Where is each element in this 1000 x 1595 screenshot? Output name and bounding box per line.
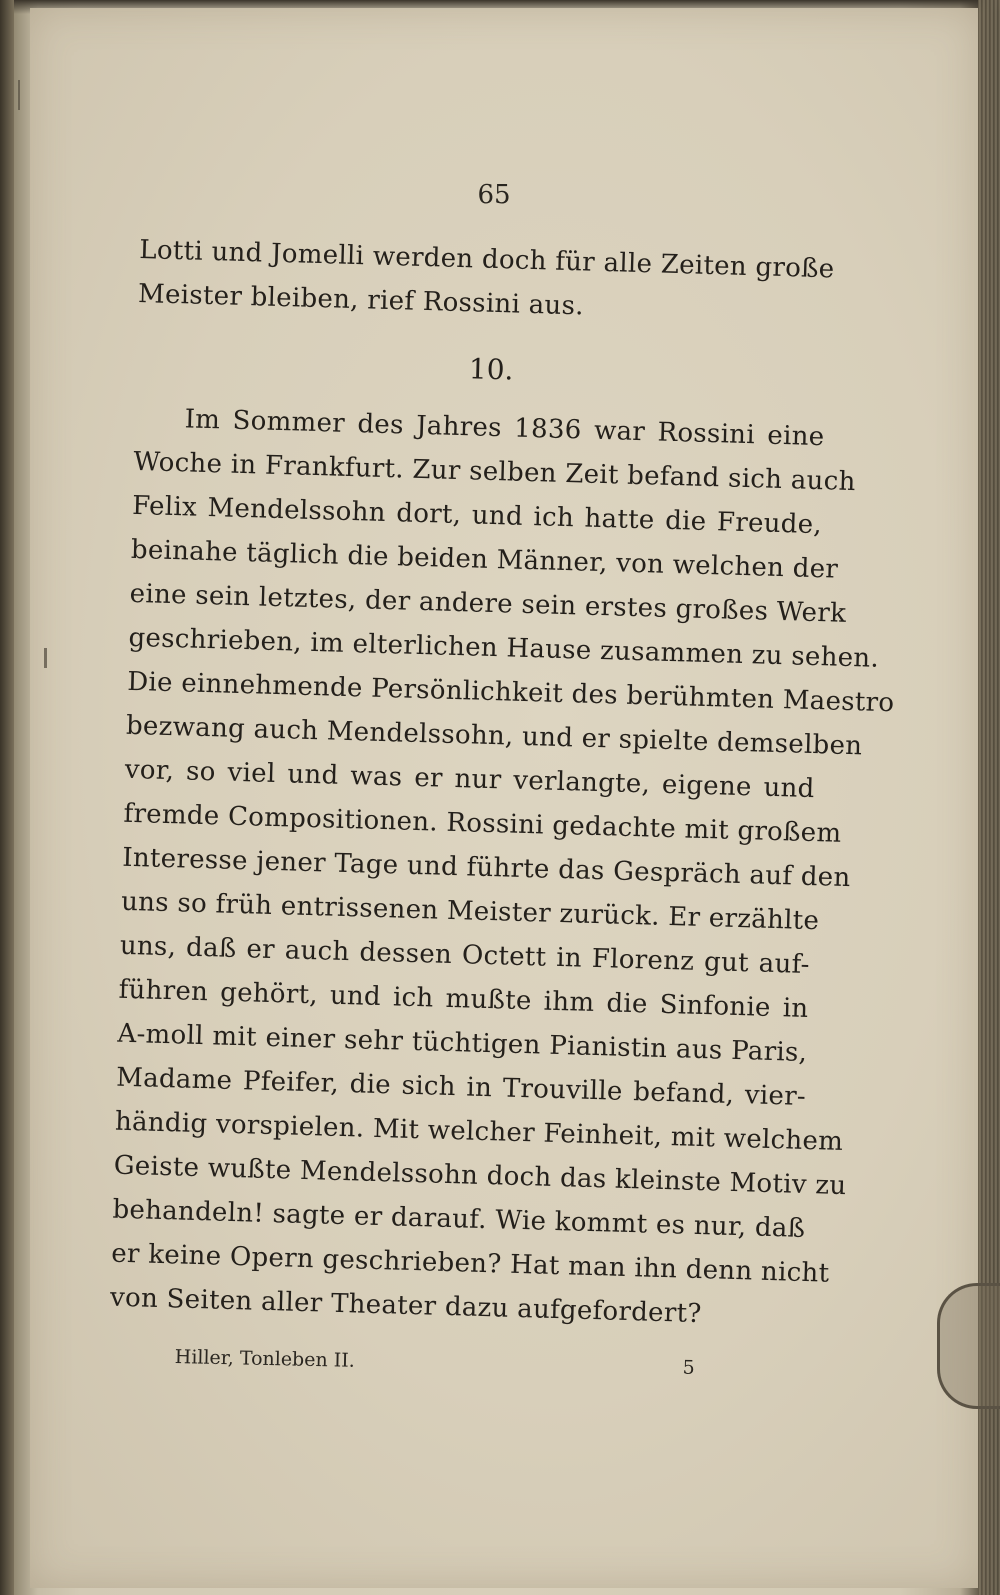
text-line: er keine Opern geschrieben? Hat man ihn denn nicht <box>110 1238 830 1289</box>
text-line: eine sein letztes, der andere sein erstes großes Werk <box>129 578 847 629</box>
text-line: Im Sommer des Jahres 1836 war Rossini eine <box>184 404 825 453</box>
margin-mark <box>18 80 20 110</box>
text-line: behandeln! sagte er darauf. Wie kommt es nur, daß <box>112 1194 806 1244</box>
text-line: uns, daß er auch dessen Octett in Florenz gut auf- <box>119 930 811 980</box>
text-line: Meister bleiben, rief Rossini aus. <box>137 278 585 322</box>
text-line: geschrieben, im elterlichen Hause zusammen zu sehen. <box>128 622 880 674</box>
text-line: führen gehört, und ich mußte ihm die Sinfonie in <box>118 974 809 1024</box>
page-text <box>109 228 895 1339</box>
text-line: vor, so viel und was er nur verlangte, eigene und <box>124 754 816 805</box>
text-line: Madame Pfeifer, die sich in Trouville befand, vier- <box>115 1062 807 1112</box>
section-heading: 10. <box>468 352 514 387</box>
text-line: händig vorspielen. Mit welcher Feinheit, mit welchem <box>114 1106 844 1157</box>
text-line: Interesse jener Tage und führte das Gespräch auf den <box>121 842 851 894</box>
text-line: Die einnehmende Persönlichkeit des berühmten Maestro <box>126 666 895 719</box>
text-line: von Seiten aller Theater dazu aufgefordert? <box>109 1282 702 1330</box>
text-line: bezwang auch Mendelssohn, und er spielte demselben <box>125 710 863 762</box>
text-line: Felix Mendelssohn dort, und ich hatte die Freude, <box>131 490 823 541</box>
book-spine-edge <box>0 0 14 1595</box>
page-number: 65 <box>477 180 511 210</box>
page-footer <box>175 1346 695 1379</box>
text-line: Woche in Frankfurt. Zur selben Zeit befand sich auch <box>133 446 857 498</box>
page-clip <box>937 1283 1000 1409</box>
footer-signature: Hiller, Tonleben II. <box>174 1346 356 1372</box>
footer-sheet-number: 5 <box>682 1356 695 1379</box>
text-line: uns so früh entrissenen Meister zurück. Er erzählte <box>120 886 820 937</box>
margin-mark <box>44 648 47 668</box>
text-line: Geiste wußte Mendelssohn doch das kleinste Motiv zu <box>113 1150 847 1202</box>
text-line: beinahe täglich die beiden Männer, von welchen der <box>130 534 839 585</box>
text-line: A-moll mit einer sehr tüchtigen Pianistin aus Paris, <box>117 1018 808 1068</box>
text-line: fremde Compositionen. Rossini gedachte mit großem <box>123 798 842 849</box>
book-page <box>30 8 978 1588</box>
text-line: Lotti und Jomelli werden doch für alle Zeiten große <box>138 234 835 285</box>
